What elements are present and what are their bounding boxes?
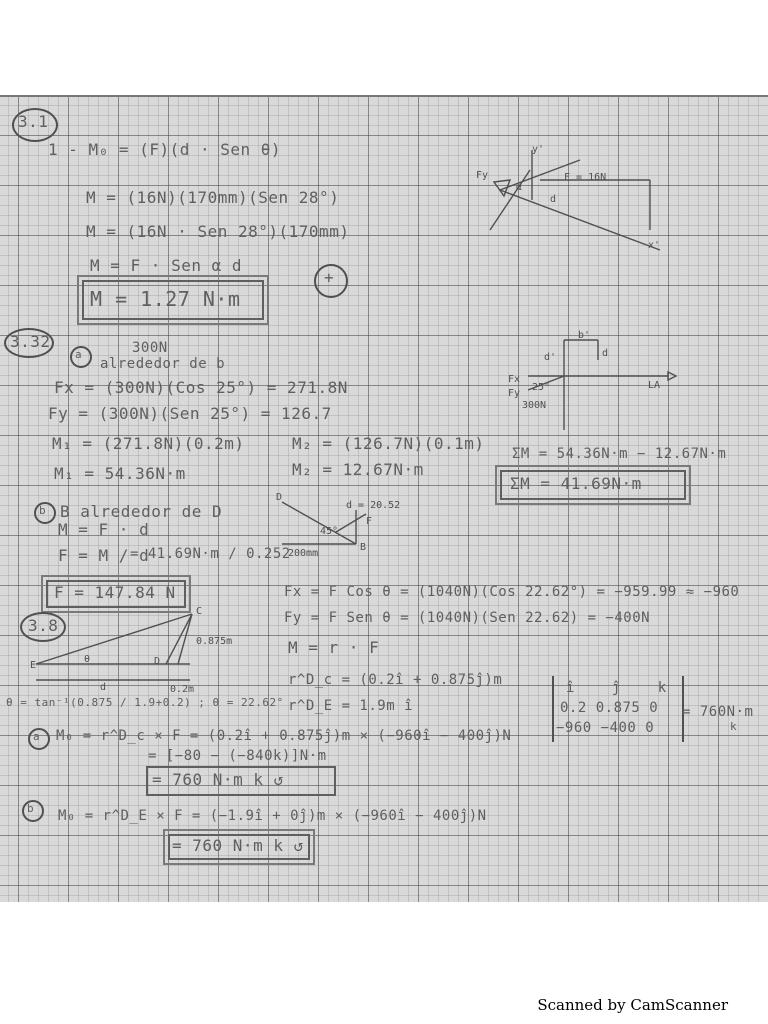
problem-3-32-f-md: F = M / d xyxy=(58,546,150,565)
problem-3-8-mo-a-result: = 760 N·m k ↺ xyxy=(152,770,284,789)
problem-3-1-line2: M = (16N)(170mm)(Sen 28°) xyxy=(86,188,340,207)
problem-3-8-figure xyxy=(30,606,250,696)
x-prime-label: x' xyxy=(648,240,661,251)
problem-3-32-about: alrededor de b xyxy=(100,356,226,372)
problem-3-32-fy: Fy = (300N)(Sen 25°) = 126.7 xyxy=(48,404,332,423)
alpha-label: α xyxy=(516,182,523,193)
scanner-watermark: Scanned by CamScanner xyxy=(537,996,728,1014)
problem-3-1-line4: M = F · Sen α d xyxy=(90,256,242,275)
d-label: d xyxy=(602,348,609,359)
problem-3-32-about-d: B alrededor de D xyxy=(60,502,223,521)
part-a-label-3-8: a xyxy=(33,730,41,743)
part-b-label: b xyxy=(39,504,47,517)
matrix-row3: −960 −400 0 xyxy=(556,720,655,736)
problem-3-8-fx: Fx = F Cos θ = (1040N)(Cos 22.62°) = −959.99 ≈ −960 xyxy=(284,584,740,600)
fig-theta-label: θ xyxy=(84,654,91,665)
problem-3-32-m2: M₂ = (126.7N)(0.1m) xyxy=(292,434,485,453)
problem-3-1-result: M = 1.27 N·m xyxy=(90,287,241,311)
problem-3-8-fy: Fy = F Sen θ = (1040N)(Sen 22.62) = −400N xyxy=(284,610,651,626)
fig-d-label: d xyxy=(100,682,107,693)
fx-label: Fx xyxy=(508,374,521,385)
b-prime-label: b' xyxy=(578,330,591,341)
y-prime-label: y' xyxy=(532,144,545,155)
fig-b-label: B xyxy=(360,542,367,553)
force-label: 300N xyxy=(522,400,547,411)
problem-3-1-figure xyxy=(470,140,690,260)
fig-f-label: F xyxy=(366,516,373,527)
problem-3-32-m2-result: M₂ = 12.67N·m xyxy=(292,460,424,479)
problem-3-8-mo-b: M₀ = r^D_E × F = (−1.9î + 0ĵ)m × (−960î − 400ĵ)N xyxy=(58,808,487,824)
fig-D-label: D xyxy=(276,492,283,503)
angle-label: 25° xyxy=(532,382,551,393)
d-prime-label: d' xyxy=(544,352,557,363)
fig-D-label: D xyxy=(154,656,161,667)
la-label: LA xyxy=(648,380,661,391)
problem-3-32-m1-result: M₁ = 54.36N·m xyxy=(54,464,186,483)
matrix-row1: î ĵ k xyxy=(566,680,667,696)
problem-3-8-number: 3.8 xyxy=(28,616,59,635)
fig-dist-label: 0.875m xyxy=(196,636,233,647)
problem-3-32-sum: ΣM = 54.36N·m − 12.67N·m xyxy=(512,446,727,462)
fig-len-label: 200mm xyxy=(288,548,319,559)
problem-3-32-m1: M₁ = (271.8N)(0.2m) xyxy=(52,434,245,453)
problem-3-8-m: M = r · F xyxy=(288,638,380,657)
problem-3-32-m-fd: M = F · d xyxy=(58,520,150,539)
matrix-row2: 0.2 0.875 0 xyxy=(560,700,659,716)
part-a-label: a xyxy=(75,348,83,361)
matrix-equals: = 760N·m xyxy=(682,704,754,720)
part-b-label-3-8: b xyxy=(27,802,35,815)
problem-3-1-number: 3.1 xyxy=(18,112,49,131)
fig-len-label: 0.2m xyxy=(170,684,195,695)
fy-label: Fy xyxy=(508,388,521,399)
problem-3-32-fx: Fx = (300N)(Cos 25°) = 271.8N xyxy=(54,378,348,397)
d-label: d xyxy=(550,194,557,205)
problem-3-1-line1: 1 - M₀ = (F)(d · Sen θ) xyxy=(48,140,282,159)
problem-3-8-rdc: r^D_c = (0.2î + 0.875ĵ)m xyxy=(288,672,503,688)
fig-E-label: E xyxy=(30,660,37,671)
problem-3-32-sum-result: ΣM = 41.69N·m xyxy=(510,474,642,493)
problem-3-8-theta: θ = tan⁻¹(0.875 / 1.9+0.2) ; θ = 22.62° xyxy=(6,696,284,709)
problem-3-32-f-result: F = 147.84 N xyxy=(54,583,176,602)
problem-3-32-number: 3.32 xyxy=(10,332,51,351)
problem-3-8-mo-a: M₀ = r^D_c × F = (0.2î + 0.875ĵ)m × (−960î − 400ĵ)N xyxy=(56,728,512,744)
problem-3-32-figure-b xyxy=(276,494,436,564)
fig-angle-label: 45° xyxy=(320,526,339,537)
problem-3-32-figure-a xyxy=(508,330,688,430)
problem-3-32-force: 300N xyxy=(132,340,168,356)
fig-d-label: d = 20.52 xyxy=(346,500,401,511)
fig-C-label: C xyxy=(196,606,203,617)
matrix-k: k xyxy=(730,720,738,733)
problem-3-1-line3: M = (16N · Sen 28°)(170mm) xyxy=(86,222,350,241)
rotation-plus: + xyxy=(324,268,335,287)
problem-3-8-rde: r^D_E = 1.9m î xyxy=(288,698,414,714)
force-label: F = 16N xyxy=(564,172,607,183)
fy-label: Fy xyxy=(476,170,489,181)
problem-3-32-f-calc: = 41.69N·m / 0.252 xyxy=(130,546,291,562)
problem-3-8-mo-b-result: = 760 N·m k ↺ xyxy=(172,836,304,855)
problem-3-8-mo-a2: = [−80 − (−840k)]N·m xyxy=(148,748,327,764)
